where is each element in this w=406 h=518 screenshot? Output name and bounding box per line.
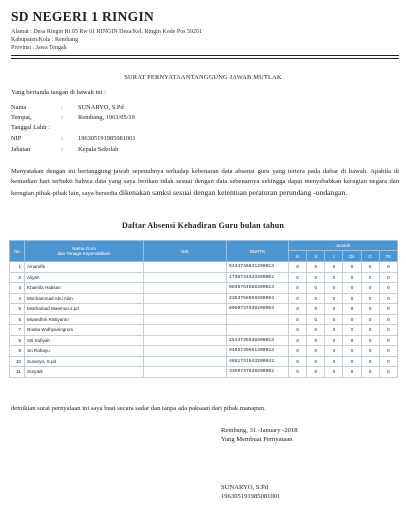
header-divider [11, 55, 399, 56]
count-cell: 0 [289, 335, 307, 346]
nik-cell [144, 346, 227, 357]
table-row [10, 262, 398, 273]
row-number: 1 [10, 262, 25, 273]
statement-text: Menyatakan dengan ini bertanggung jawab sepenuhnya terhadap kebenaran data absensi guru yang tertera pada daftar di bawah. Apabila di kemudian hari terbukti bahwa data yang saya berikan tidak sesuai dengan data sebenarnya sehingga dapat menyebabkan kerugian negara dan kerugian pihak-pihak lain, saya bersedia [11, 168, 399, 197]
count-cell: 0 [361, 262, 379, 273]
teacher-name: Suryadi [25, 367, 144, 378]
nuptk-cell: 0453749651300013 [227, 346, 289, 357]
count-cell: 0 [361, 346, 379, 357]
nik-cell [144, 293, 227, 304]
intro-text: Yang bertanda tangan di bawah ini : [11, 89, 106, 96]
school-address: Alamat : Desa Ringin Rt 05 Rw 01 RINGIN Desa/Kel. Ringin Kode Pos 59261 [11, 29, 202, 35]
teacher-name: Sri Rahayu [25, 346, 144, 357]
count-cell: 0 [343, 262, 361, 273]
teacher-name: Khamila Habsari [25, 283, 144, 294]
signer-nip: 196305191985081001 [221, 493, 281, 500]
field-label: Jabatan [11, 146, 31, 153]
count-cell: 0 [361, 325, 379, 336]
count-cell: 0 [361, 314, 379, 325]
nik-cell [144, 367, 227, 378]
nuptk-cell: 6434746641200013 [227, 262, 289, 273]
row-number: 7 [10, 325, 25, 336]
nik-cell [144, 262, 227, 273]
col-i-header: I [325, 251, 343, 262]
signer-name: SUNARYO, S.Pd [221, 484, 269, 491]
count-cell: 0 [289, 314, 307, 325]
signer-role: Yang Membuat Pernyataan [221, 436, 293, 443]
count-cell: 0 [289, 283, 307, 294]
table-row [10, 325, 398, 336]
header-divider-thin [11, 58, 399, 59]
count-cell: 0 [307, 293, 325, 304]
count-cell: 0 [307, 314, 325, 325]
nuptk-cell: 0836764656300023 [227, 283, 289, 294]
nik-cell [144, 325, 227, 336]
table-row [10, 283, 398, 294]
count-cell: 0 [289, 325, 307, 336]
count-cell: 0 [343, 367, 361, 378]
count-cell: 0 [343, 325, 361, 336]
count-cell: 0 [361, 367, 379, 378]
count-cell: 0 [379, 314, 397, 325]
count-cell: 0 [343, 335, 361, 346]
count-cell: 0 [307, 304, 325, 315]
col-name-header-line1: Nama Guru [72, 246, 96, 251]
count-cell: 0 [343, 314, 361, 325]
teacher-name: Sunaryo, S.pd [25, 356, 144, 367]
field-value: SUNARYO, S.Pd [78, 104, 124, 111]
field-label: Tanggal Lahir : [11, 124, 51, 131]
nik-cell [144, 272, 227, 283]
field-value: 196305191985081001 [78, 135, 136, 142]
table-row [10, 335, 398, 346]
count-cell: 0 [325, 325, 343, 336]
col-jumlah-header: Jumlah [289, 241, 398, 251]
table-row [10, 304, 398, 315]
field-value: Rembang, 1963/05/19 [78, 114, 135, 121]
col-nik-header: NIK [144, 241, 227, 262]
count-cell: 0 [379, 283, 397, 294]
nuptk-cell: 1736734633300002 [227, 272, 289, 283]
teacher-name: Siti Sofiyah [25, 335, 144, 346]
row-number: 6 [10, 314, 25, 325]
count-cell: 0 [307, 335, 325, 346]
count-cell: 0 [289, 272, 307, 283]
teacher-name: Mokhamad Maemun,s.pd [25, 304, 144, 315]
nuptk-cell: 3359737639200002 [227, 367, 289, 378]
statement-paragraph [11, 167, 399, 199]
count-cell: 0 [325, 304, 343, 315]
school-regency: Kabupaten/Kota : Rembang [11, 37, 78, 43]
field-separator: : [61, 104, 63, 111]
place-date: Rembang, 31 -January -2018 [221, 427, 298, 434]
count-cell: 0 [379, 335, 397, 346]
count-cell: 0 [289, 304, 307, 315]
nuptk-cell [227, 314, 289, 325]
row-number: 5 [10, 304, 25, 315]
count-cell: 0 [361, 272, 379, 283]
nuptk-cell: 4851741643200042 [227, 356, 289, 367]
count-cell: 0 [343, 293, 361, 304]
nik-cell [144, 304, 227, 315]
col-dl-header: DL [343, 251, 361, 262]
count-cell: 0 [307, 272, 325, 283]
count-cell: 0 [379, 356, 397, 367]
row-number: 3 [10, 283, 25, 294]
count-cell: 0 [325, 356, 343, 367]
table-title: Daftar Absensi Kehadiran Guru bulan tahun [121, 221, 285, 230]
count-cell: 0 [325, 314, 343, 325]
count-cell: 0 [343, 346, 361, 357]
col-name-header-line2: dan Tenaga Kependidikan [57, 251, 111, 256]
nik-cell [144, 314, 227, 325]
col-name-header [25, 241, 144, 262]
table-row [10, 272, 398, 283]
col-no-header: No [10, 241, 25, 262]
count-cell: 0 [307, 283, 325, 294]
table-row [10, 293, 398, 304]
count-cell: 0 [343, 304, 361, 315]
count-cell: 0 [325, 293, 343, 304]
count-cell: 0 [307, 356, 325, 367]
count-cell: 0 [289, 262, 307, 273]
count-cell: 0 [379, 293, 397, 304]
count-cell: 0 [379, 272, 397, 283]
nik-cell [144, 335, 227, 346]
nuptk-cell: 2544736638300013 [227, 335, 289, 346]
count-cell: 0 [361, 304, 379, 315]
count-cell: 0 [325, 367, 343, 378]
table-row [10, 356, 398, 367]
school-province: Provinsi : Jawa Tengah [11, 45, 67, 51]
count-cell: 0 [325, 335, 343, 346]
field-label: Tempat, [11, 114, 32, 121]
school-name: SD NEGERI 1 RINGIN [11, 9, 155, 24]
field-separator: : [61, 146, 63, 153]
nik-cell [144, 356, 227, 367]
count-cell: 0 [307, 346, 325, 357]
count-cell: 0 [307, 325, 325, 336]
count-cell: 0 [343, 283, 361, 294]
col-h-header: H [289, 251, 307, 262]
count-cell: 0 [289, 346, 307, 357]
teacher-name: Mochammad Abu Alim [25, 293, 144, 304]
count-cell: 0 [361, 283, 379, 294]
field-separator: : [61, 135, 63, 142]
count-cell: 0 [343, 272, 361, 283]
row-number: 10 [10, 356, 25, 367]
teacher-name: Ainarofik [25, 262, 144, 273]
row-number: 4 [10, 293, 25, 304]
table-row [10, 367, 398, 378]
count-cell: 0 [379, 325, 397, 336]
count-cell: 0 [379, 346, 397, 357]
table-row [10, 346, 398, 357]
count-cell: 0 [379, 367, 397, 378]
count-cell: 0 [325, 272, 343, 283]
count-cell: 0 [361, 335, 379, 346]
count-cell: 0 [325, 283, 343, 294]
nuptk-cell: 8050737639200003 [227, 304, 289, 315]
field-label: NIP [11, 135, 22, 142]
count-cell: 0 [289, 356, 307, 367]
teacher-name: Muandhin Ristiyanto [25, 314, 144, 325]
nik-cell [144, 283, 227, 294]
count-cell: 0 [361, 293, 379, 304]
nuptk-cell [227, 325, 289, 336]
attendance-table [9, 240, 398, 378]
col-nuptk-header: NUPTK [227, 241, 289, 262]
count-cell: 0 [325, 262, 343, 273]
field-label: Nama [11, 104, 27, 111]
field-separator: : [61, 114, 63, 121]
col-c-header: C [361, 251, 379, 262]
document-title: SURAT PERNYATAANTANGGUNG JAWAB MUTLAK [124, 74, 282, 81]
count-cell: 0 [325, 346, 343, 357]
count-cell: 0 [289, 367, 307, 378]
field-value: Kepala Sekolah [78, 146, 119, 153]
row-number: 9 [10, 346, 25, 357]
closing-text: demikian surat pernyataan ini saya buat secara sadar dan tanpa ada paksaan dari pihak manapun. [11, 405, 266, 412]
count-cell: 0 [379, 304, 397, 315]
teacher-name: Rosita Widhyaningrum [25, 325, 144, 336]
col-s-header: S [307, 251, 325, 262]
count-cell: 0 [361, 356, 379, 367]
teacher-name: Aliyah [25, 272, 144, 283]
count-cell: 0 [379, 262, 397, 273]
nuptk-cell: 2353758659200003 [227, 293, 289, 304]
count-cell: 0 [307, 262, 325, 273]
row-number: 8 [10, 335, 25, 346]
count-cell: 0 [343, 356, 361, 367]
row-number: 2 [10, 272, 25, 283]
row-number: 11 [10, 367, 25, 378]
statement-text-end: dikenakan sanksi sesuai dengan ketentuan peraturan perundang -undangan. [119, 187, 348, 197]
count-cell: 0 [307, 367, 325, 378]
count-cell: 0 [289, 293, 307, 304]
col-tk-header: TK [379, 251, 397, 262]
table-row [10, 314, 398, 325]
